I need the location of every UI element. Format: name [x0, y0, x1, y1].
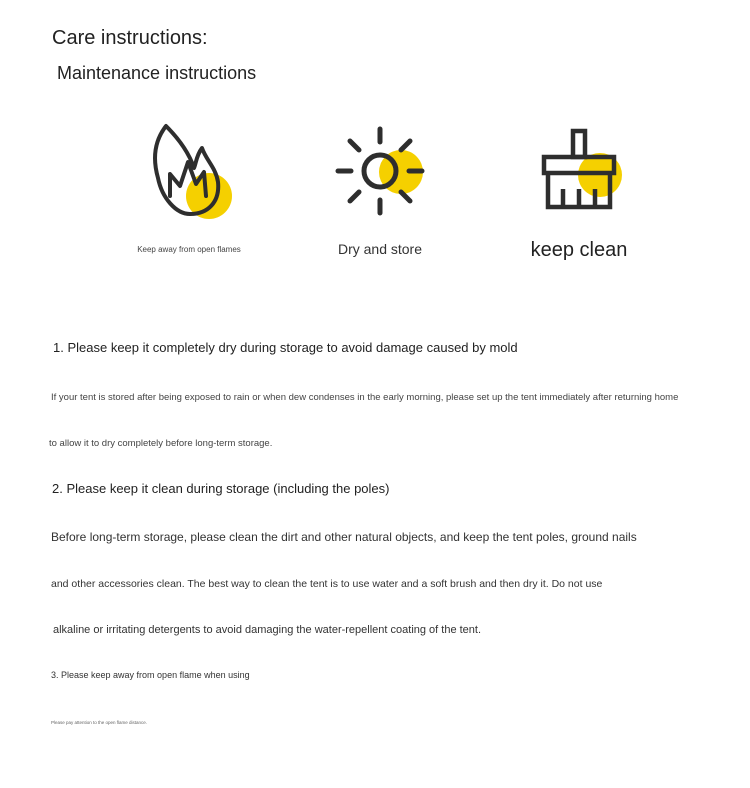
section-2-heading: 2. Please keep it clean during storage (including the poles) — [52, 481, 390, 496]
label-dry-and-store: Dry and store — [337, 241, 423, 257]
brush-icon — [536, 125, 626, 215]
section-3-note: Please pay attention to the open flame distance. — [51, 720, 148, 725]
sun-icon — [333, 124, 428, 219]
section-2-line-1: Before long-term storage, please clean the dirt and other natural objects, and keep the tent poles, ground nails — [51, 530, 637, 544]
section-3-heading: 3. Please keep away from open flame when using — [51, 670, 250, 680]
label-keep-clean: keep clean — [530, 239, 628, 261]
flame-icon — [150, 122, 240, 222]
section-1-heading: 1. Please keep it completely dry during storage to avoid damage caused by mold — [53, 340, 518, 355]
label-keep-away-flames: Keep away from open flames — [137, 245, 241, 254]
section-1-line-2: to allow it to dry completely before long-term storage. — [49, 438, 273, 449]
page-title: Care instructions: — [52, 27, 208, 49]
section-1-line-1: If your tent is stored after being exposed to rain or when dew condenses in the early morning, please set up the tent immediately after returning home — [51, 392, 679, 403]
section-2-line-3: alkaline or irritating detergents to avoid damaging the water-repellent coating of the tent. — [53, 624, 482, 636]
page-subtitle: Maintenance instructions — [57, 63, 257, 83]
section-2-line-2: and other accessories clean. The best way to clean the tent is to use water and a soft brush and then dry it. Do not use — [51, 578, 603, 590]
